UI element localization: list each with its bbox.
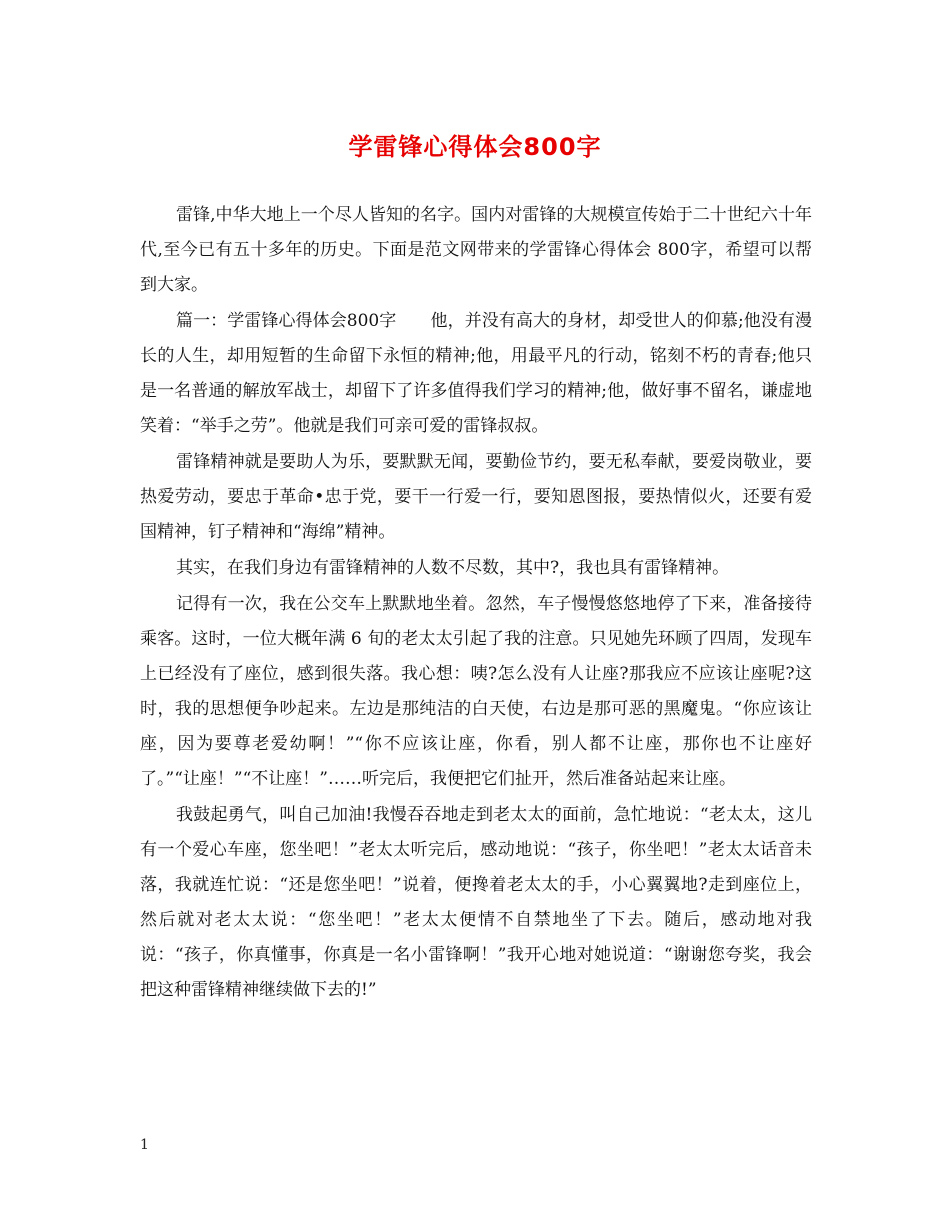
page-title: 学雷锋心得体会800字	[348, 133, 602, 161]
paragraph: 记得有一次，我在公交车上默默地坐着。忽然，车子慢慢悠悠地停了下来，准备接待乘客。这时，一位大概年满 6 旬的老太太引起了我的注意。只见她先环顾了四周，发现车上已经没有了座位，感到很失落。我心想：咦?怎么没有人让座?那我应不应该让座呢?这时，我的思想便争吵起来。左边是那纯洁的白天使，右边是那可恶的黑魔鬼。“你应该让座，因为要尊老爱幼啊！”“你不应该让座，你看，别人都不让座，那你也不让座好了。”“让座！”“不让座！”……听完后，我便把它们扯开，然后准备站起来让座。	[140, 594, 812, 789]
paragraph: 我鼓起勇气，叫自己加油!我慢吞吞地走到老太太的面前，急忙地说：“老太太，这儿有一个爱心车座，您坐吧！”老太太听完后，感动地说：“孩子，你坐吧！”老太太话音未落，我就连忙说：“还是您坐吧！”说着，便搀着老太太的手，小心翼翼地?走到座位上，然后就对老太太说：“您坐吧！”老太太便情不自禁地坐了下去。随后，感动地对我说：“孩子，你真懂事，你真是一名小雷锋啊！”我开心地对她说道：“谢谢您夸奖，我会把这种雷锋精神继续做下去的!”	[140, 805, 812, 1000]
paragraph: 篇一：学雷锋心得体会800字 他，并没有高大的身材，却受世人的仰慕;他没有漫长的人生，却用短暂的生命留下永恒的精神;他，用最平凡的行动，铭刻不朽的青春;他只是一名普通的解放军战士，却留下了许多值得我们学习的精神;他，做好事不留名，谦虚地笑着：“举手之劳”。他就是我们可亲可爱的雷锋叔叔。	[140, 311, 812, 436]
page-number: 1	[140, 1137, 149, 1153]
paragraph: 雷锋精神就是要助人为乐，要默默无闻，要勤俭节约，要无私奉献，要爱岗敬业，要热爱劳动，要忠于革命•忠于党，要干一行爱一行，要知恩图报，要热情似火，还要有爱国精神，钉子精神和“海绵”精神。	[140, 452, 812, 542]
paragraph: 雷锋,中华大地上一个尽人皆知的名字。国内对雷锋的大规模宣传始于二十世纪六十年代,至今已有五十多年的历史。下面是范文网带来的学雷锋心得体会 800字，希望可以帮到大家。	[140, 205, 812, 295]
article-body	[140, 198, 812, 1009]
paragraph: 其实，在我们身边有雷锋精神的人数不尽数，其中?，我也具有雷锋精神。	[176, 558, 730, 578]
